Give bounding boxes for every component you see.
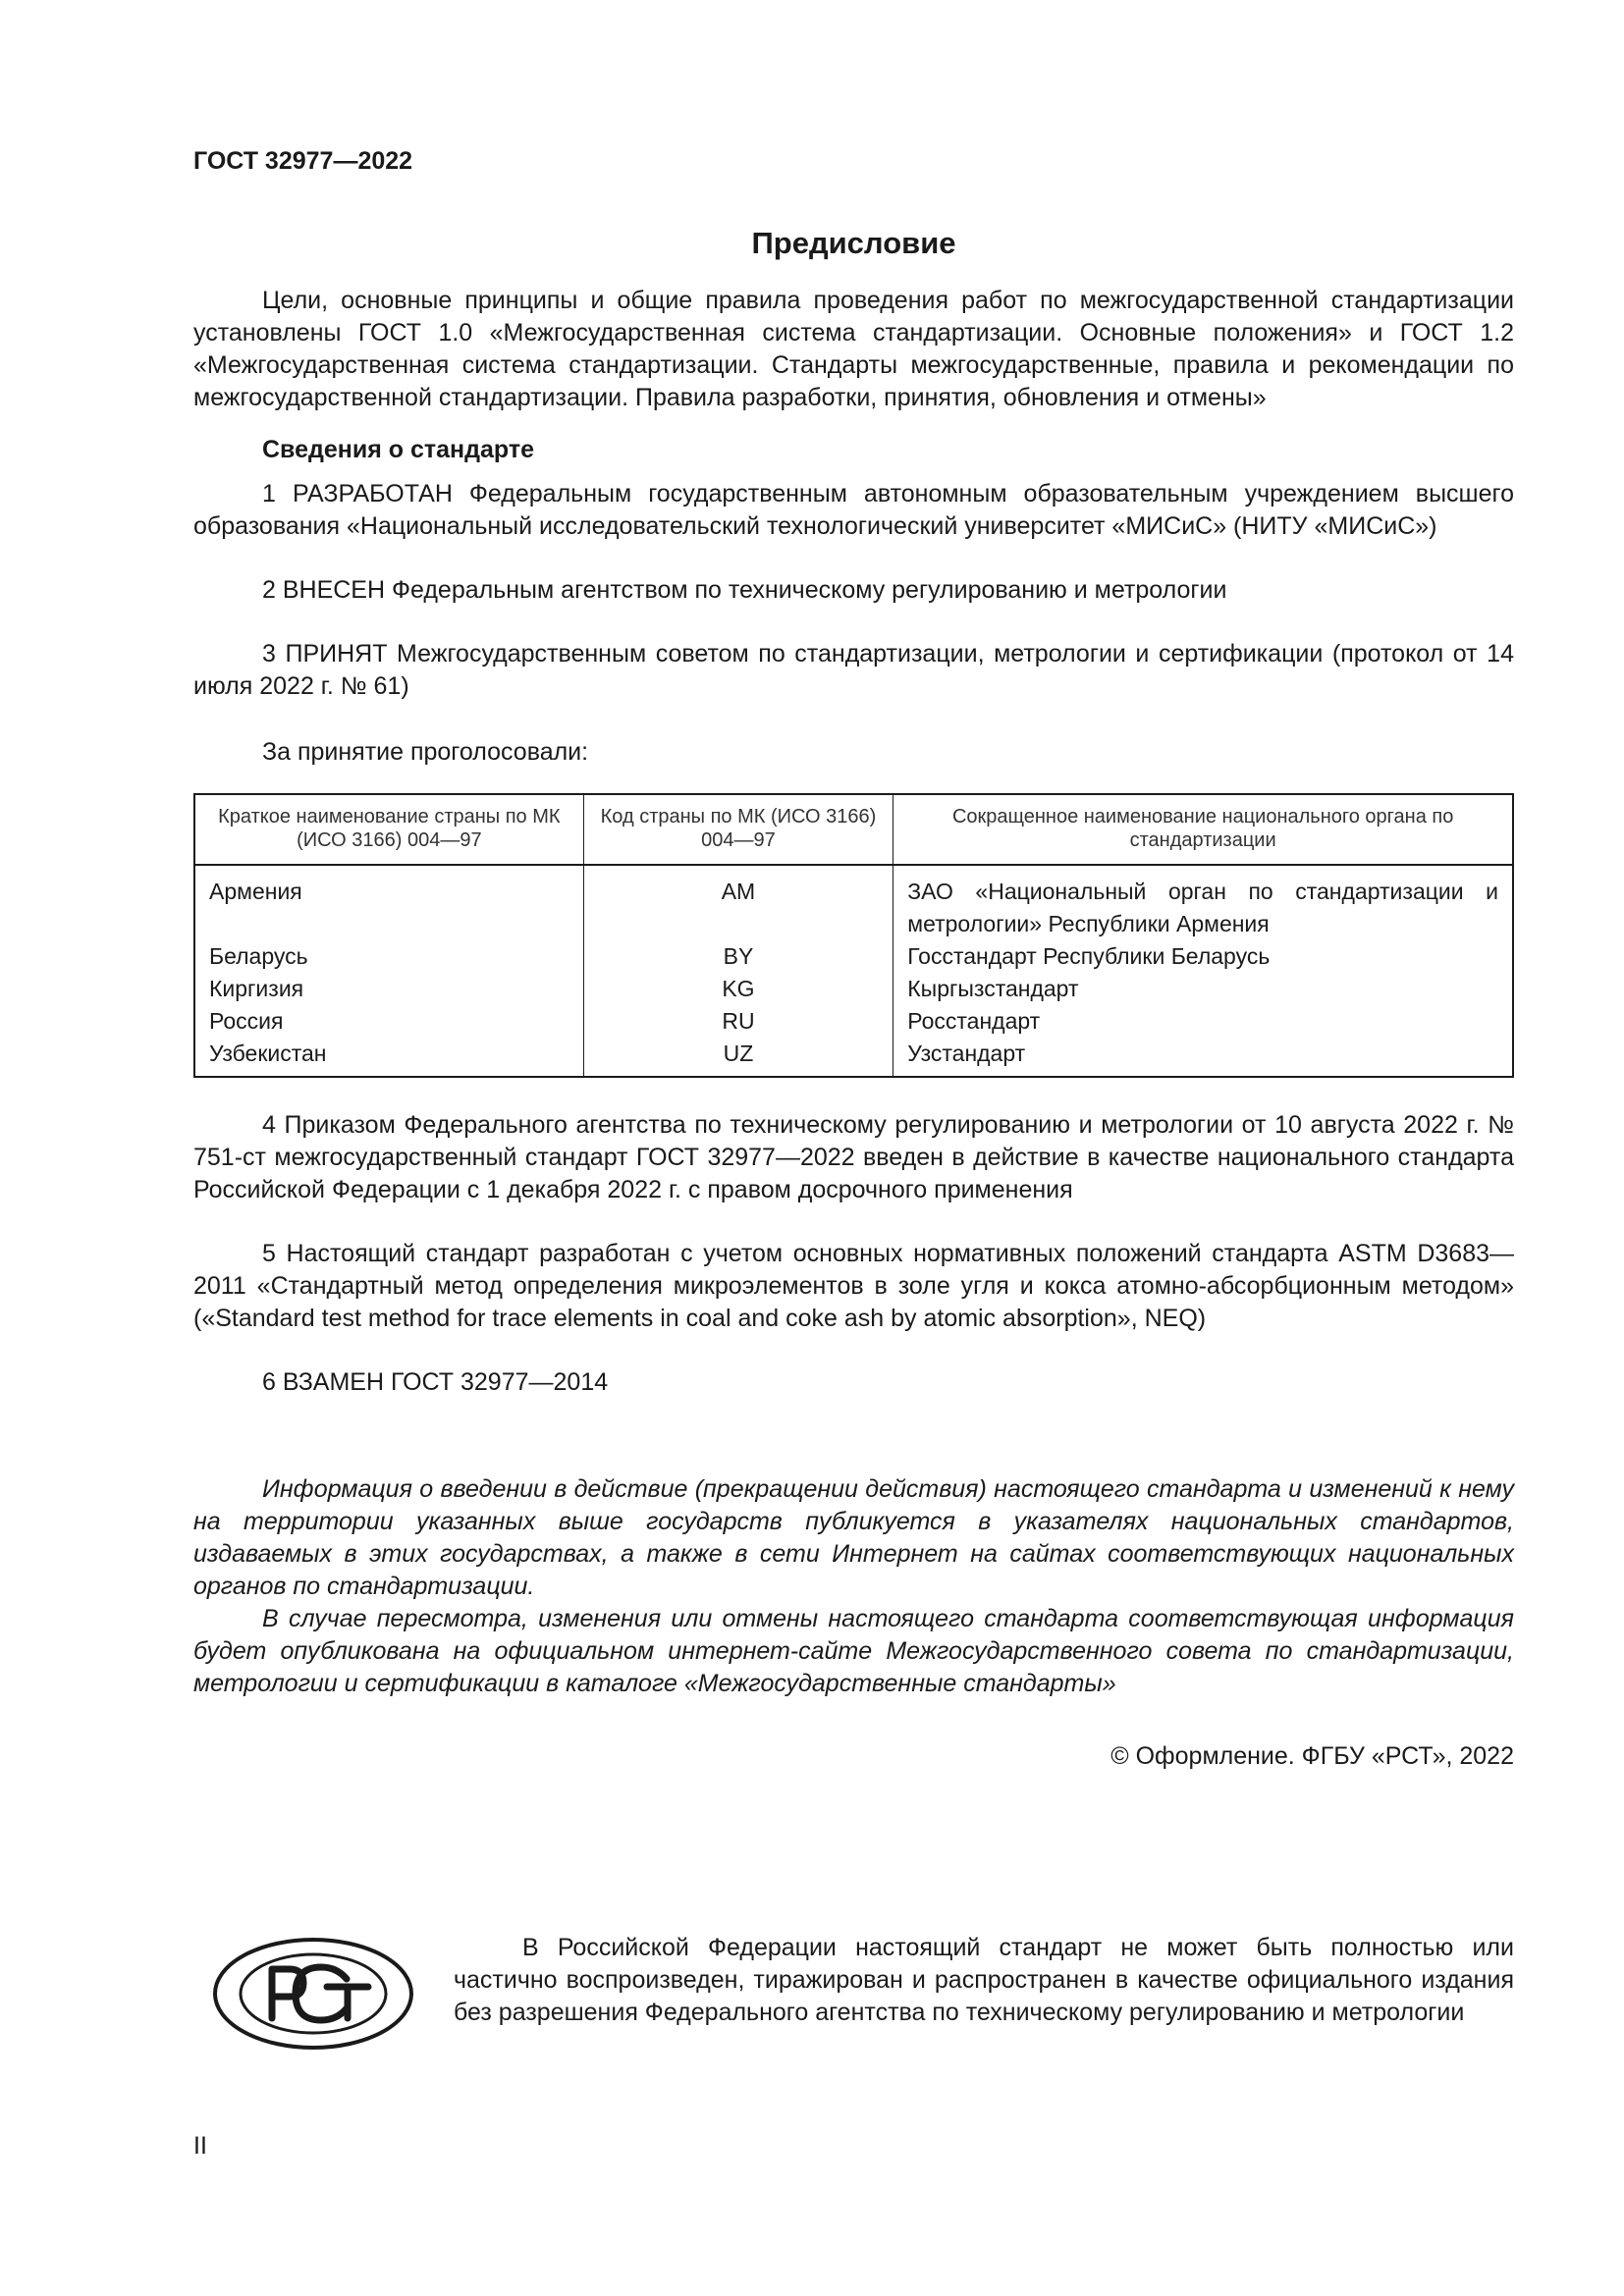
item-adopted: 3 ПРИНЯТ Межгосударственным советом по стандартизации, метрологии и сертификации (протокол от 14 июля 2022 г. № 61) xyxy=(193,640,1514,700)
table-row xyxy=(194,973,1513,1005)
country-code-cell: BY xyxy=(583,940,893,973)
revision-note: В случае пересмотра, изменения или отмены настоящего стандарта соответствующая информация будет опубликована на официальном интернет-сайте Межгосударственного совета по стандартизации, метрологии и сертификации в каталоге «Межгосударственные стандарты» xyxy=(193,1605,1514,1697)
table-row xyxy=(194,1005,1513,1038)
national-body-cell: Госстандарт Республики Беларусь xyxy=(893,940,1513,973)
copyright-line: © Оформление. ФГБУ «РСТ», 2022 xyxy=(1110,1742,1514,1770)
table-header-row xyxy=(194,794,1513,865)
country-code-cell: AM xyxy=(583,865,893,940)
country-name-cell: Россия xyxy=(209,1008,284,1034)
item-developed: 1 РАЗРАБОТАН Федеральным государственным автономным образовательным учреждением высшего образования «Национальный исследовательский технологический университет «МИСиС» (НИТУ «МИСиС») xyxy=(193,480,1514,540)
national-body-cell: Узстандарт xyxy=(893,1038,1513,1077)
document-id-header: ГОСТ 32977—2022 xyxy=(193,147,413,175)
header-country-code: Код страны по МК (ИСО 3166) 004—97 xyxy=(583,794,893,865)
legal-notice: В Российской Федерации настоящий стандарт не может быть полностью или частично воспроизведен, тиражирован и распространен в качестве официального издания без разрешения Федерального агентства по техническому регулированию и метрологии xyxy=(454,1934,1514,2026)
votes-label: За принятие проголосовали: xyxy=(262,738,589,766)
national-body-cell: Кыргызстандарт xyxy=(893,973,1513,1005)
country-name-cell: Армения xyxy=(209,879,302,904)
page-title: Предисловие xyxy=(751,226,956,260)
section-title: Сведения о стандарте xyxy=(262,436,535,463)
item-order: 4 Приказом Федерального агентства по техническому регулированию и метрологии от 10 августа 2022 г. № 751-ст межгосударственный стандарт ГОСТ 32977—2022 введен в действие в качестве национального стандарта Российской Федерации с 1 декабря 2022 г. с правом досрочного применения xyxy=(193,1111,1514,1203)
national-body-cell: Росстандарт xyxy=(893,1005,1513,1038)
table-row xyxy=(194,865,1513,940)
header-national-body: Сокращенное наименование национального органа по стандартизации xyxy=(893,794,1513,865)
info-note: Информация о введении в действие (прекращении действия) настоящего стандарта и изменений к нему на территории указанных выше государств публикуется в указателях национальных стандартов, издаваемых в этих государствах, а также в сети Интернет на сайтах соответствующих национальных органов по стандартизации. xyxy=(193,1475,1514,1600)
intro-paragraph: Цели, основные принципы и общие правила проведения работ по межгосударственной стандартизации установлены ГОСТ 1.0 «Межгосударственная система стандартизации. Основные положения» и ГОСТ 1.2 «Межгосударственная система стандартизации. Стандарты межгосударственные, правила и рекомендации по межгосударственной стандартизации. Правила разработки, принятия, обновления и отмены» xyxy=(193,287,1514,411)
country-code-cell: RU xyxy=(583,1005,893,1038)
item-basis: 5 Настоящий стандарт разработан с учетом основных нормативных положений стандарта ASTM D3683—2011 «Стандартный метод определения микроэлементов в золе угля и кокса атомно-абсорбционным методом» («Standard test method for trace elements in coal and coke ash by atomic absorption», NEQ) xyxy=(193,1240,1514,1332)
table-row xyxy=(194,940,1513,973)
country-name-cell: Узбекистан xyxy=(209,1041,327,1066)
item-replaces: 6 ВЗАМЕН ГОСТ 32977—2014 xyxy=(262,1368,609,1396)
country-code-cell: KG xyxy=(583,973,893,1005)
table-row xyxy=(194,1038,1513,1077)
voting-countries-table xyxy=(193,793,1514,1078)
foreword-content xyxy=(193,224,1514,1773)
rst-logo-icon xyxy=(211,1936,415,2052)
national-body-cell: ЗАО «Национальный орган по стандартизации и метрологии» Республики Армения xyxy=(893,865,1513,940)
page-number: II xyxy=(193,2132,207,2160)
legal-block xyxy=(193,1932,1514,2040)
header-country-name: Краткое наименование страны по МК (ИСО 3166) 004—97 xyxy=(194,794,583,865)
country-code-cell: UZ xyxy=(583,1038,893,1077)
item-introduced: 2 ВНЕСЕН Федеральным агентством по техническому регулированию и метрологии xyxy=(262,576,1227,604)
country-name-cell: Беларусь xyxy=(209,943,308,969)
country-name-cell: Киргизия xyxy=(209,976,304,1001)
